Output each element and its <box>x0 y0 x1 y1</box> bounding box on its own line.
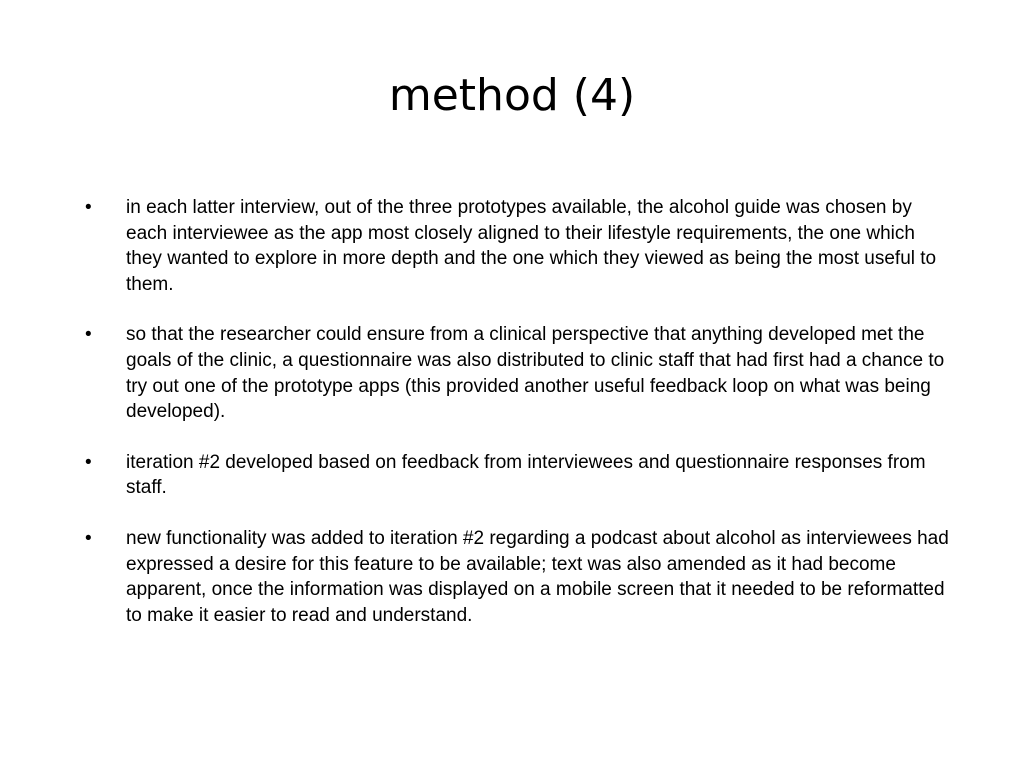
bullet-item <box>85 450 955 501</box>
bullet-item <box>85 526 955 628</box>
bullet-item <box>85 195 955 297</box>
slide-title: method (4) <box>388 70 636 121</box>
bullet-text: in each latter interview, out of the three prototypes available, the alcohol guide was chosen by each interviewee as the app most closely aligned to their lifestyle requirements, the one which they wanted to explore in more depth and the one which they viewed as being the most useful to them. <box>126 197 937 295</box>
bullet-icon: • <box>85 324 92 346</box>
bullet-icon: • <box>85 197 92 218</box>
bullet-text: iteration #2 developed based on feedback from interviewees and questionnaire responses from staff. <box>126 451 926 499</box>
bullet-icon: • <box>85 451 92 473</box>
bullet-item <box>85 322 955 424</box>
bullet-list <box>85 195 955 653</box>
bullet-icon: • <box>85 527 92 549</box>
bullet-text: new functionality was added to iteration #2 regarding a podcast about alcohol as interviewees had expressed a desire for this feature to be available; text was also amended as it had become apparent, once the information was displayed on a mobile screen that it needed to be reformatted to make it easier to read and understand. <box>126 527 949 626</box>
bullet-text: so that the researcher could ensure from a clinical perspective that anything developed met the goals of the clinic, a questionnaire was also distributed to clinic staff that had first had a chance to try out one of the prototype apps (this provided another useful feedback loop on what was being developed). <box>126 324 945 423</box>
